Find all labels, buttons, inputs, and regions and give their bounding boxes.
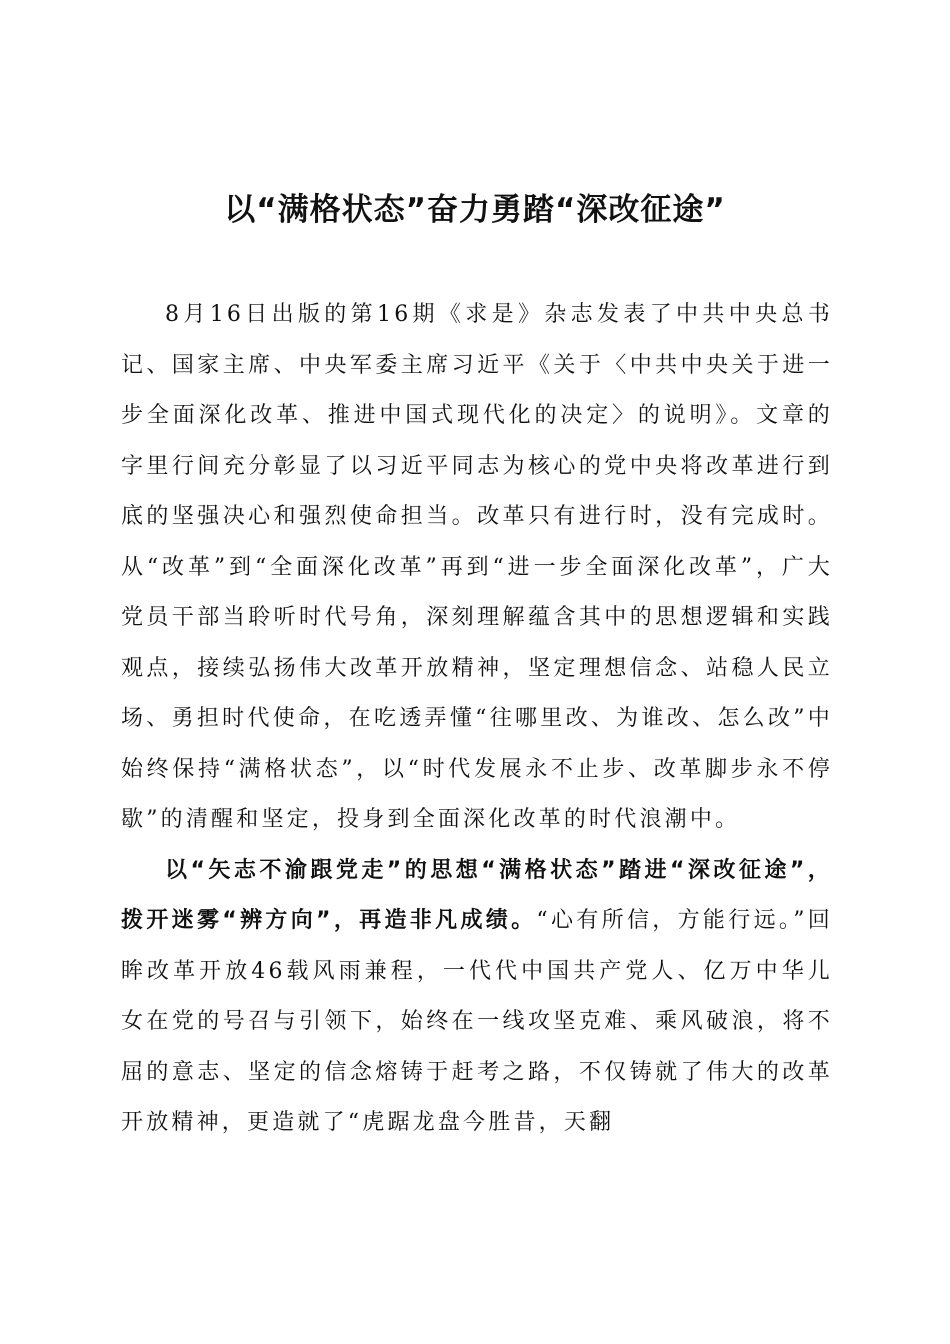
document-body [121, 290, 833, 1149]
paragraph-2 [121, 846, 833, 1149]
paragraph-2-lead: 以“矢志不渝跟党走”的思想“满格状态”踏进“深改征途”，拨开迷雾“辨方向”，再造非凡成绩。 [121, 857, 833, 933]
paragraph-1-text: 8月16日出版的第16期《求是》杂志发表了中共中央总书记、国家主席、中央军委主席习近平《关于〈中共中央关于进一步全面深化改革、推进中国式现代化的决定〉的说明》。文章的字里行间充分彰显了以习近平同志为核心的党中央将改革进行到底的坚强决心和强烈使命担当。改革只有进行时，没有完成时。从“改革”到“全面深化改革”再到“进一步全面深化改革”，广大党员干部当聆听时代号角，深刻理解蕴含其中的思想逻辑和实践观点，接续弘扬伟大改革开放精神，坚定理想信念、站稳人民立场、勇担时代使命，在吃透弄懂“往哪里改、为谁改、怎么改”中始终保持“满格状态”，以“时代发展永不止步、改革脚步永不停歇”的清醒和坚定，投身到全面深化改革的时代浪潮中。 [121, 302, 833, 832]
paragraph-2-text: “心有所信，方能行远。”回眸改革开放46载风雨兼程，一代代中国共产党人、亿万中华儿女在党的号召与引领下，始终在一线攻坚克难、乘风破浪，将不屈的意志、坚定的信念熔铸于赶考之路，不仅铸就了伟大的改革开放精神，更造就了“虎踞龙盘今胜昔，天翻 [121, 908, 833, 1135]
document-title: 以“满格状态”奋力勇踏“深改征途” [224, 192, 726, 228]
paragraph-1 [121, 290, 833, 846]
